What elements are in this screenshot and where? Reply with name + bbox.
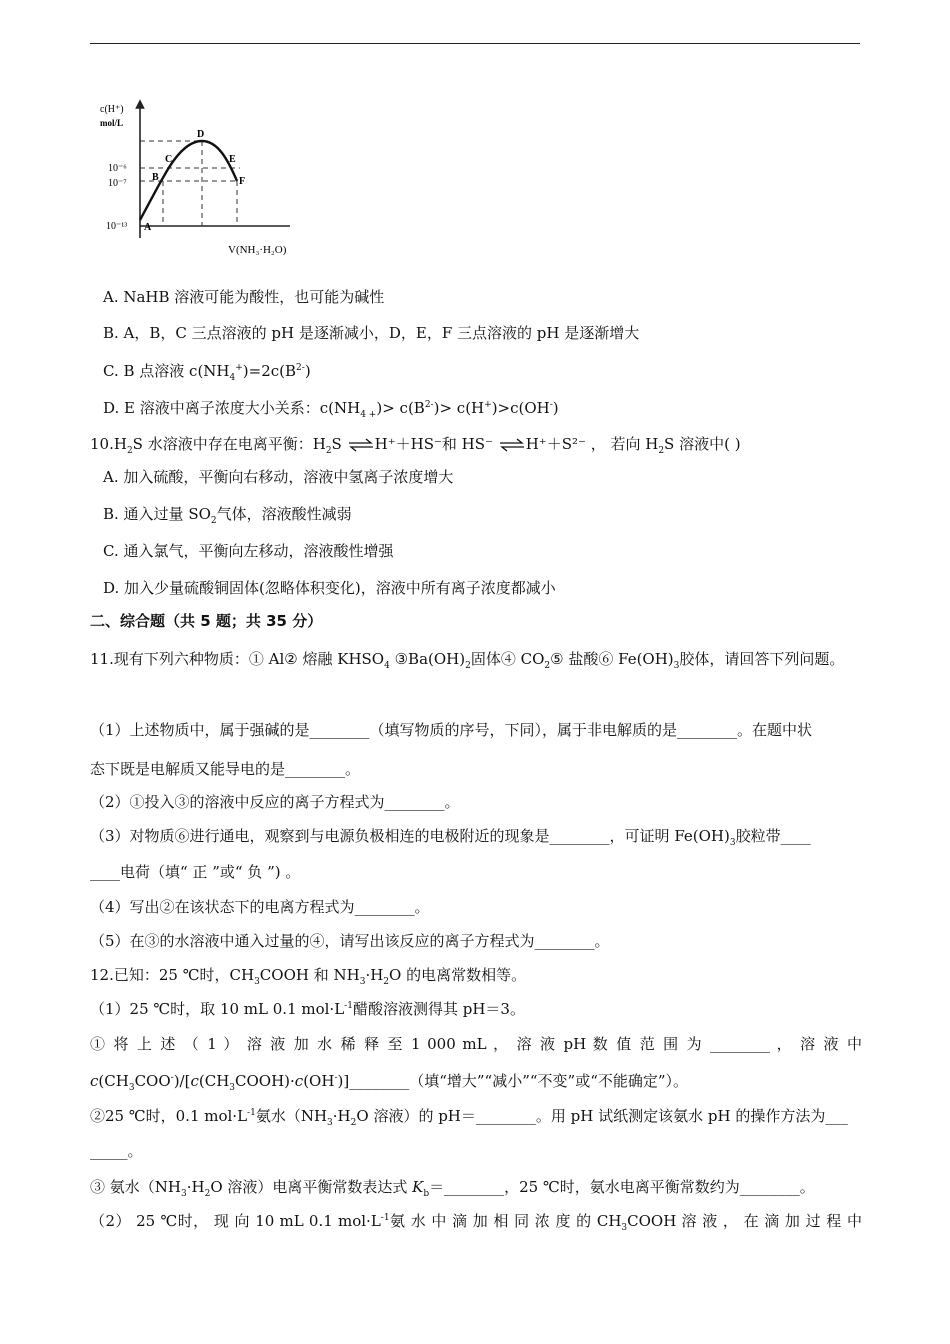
pt-E: E — [229, 154, 236, 165]
q10-option-c: C. 通入氯气，平衡向左移动，溶液酸性增强 — [103, 542, 394, 560]
q12-sub2-line1: ②25 ℃时，0.1 $mol\cdot L^{-1}$氨水（$NH_3\cdot H_2O$ 溶液）的 pH＝________。用 pH 试纸测定该氨水 pH 的操作方法为___ — [90, 1107, 848, 1128]
q12-stem: 12.已知：25 ℃时，$CH_3COOH$ 和 $NH_3\cdot H_2O$ 的电离常数相等。 — [90, 966, 527, 987]
q11-stem: 11.现有下列六种物质：① Al② 熔融 $KHSO_4$ $③Ba(OH)_2$固体④ $CO_2⑤$ 盐酸⑥ $Fe(OH)_3$胶体，请回答下列问题。 — [90, 650, 845, 671]
tick-1e13: 10⁻¹³ — [106, 221, 128, 232]
tick-1e7: 10⁻⁷ — [108, 178, 127, 189]
q9-option-a: A. NaHB 溶液可能为酸性，也可能为碱性 — [103, 288, 385, 306]
titration-chart — [100, 98, 310, 263]
q10-option-a: A. 加入硫酸，平衡向右移动，溶液中氢离子浓度增大 — [103, 468, 454, 486]
q9-option-c: C. B 点溶液 $c(NH_4^+)=2c(B^{2-})$ — [103, 362, 311, 383]
section-heading: 二、综合题（共 5 题；共 35 分） — [90, 612, 323, 630]
equilibrium-arrow-icon — [347, 438, 375, 452]
q12-part1: （1）25 ℃时，取 10 mL 0.1 $mol\cdot L^{-1}$醋酸溶液测得其 pH＝3。 — [90, 1000, 525, 1018]
q11-part3-line1: （3）对物质⑥进行通电，观察到与电源负极相连的电极附近的现象是________，可证明 $Fe(OH)_3$胶粒带____ — [90, 827, 811, 848]
header-rule — [90, 43, 860, 44]
y-label-2: mol/L — [100, 118, 124, 128]
pt-F: F — [239, 176, 246, 187]
q11-part4: （4）写出②在该状态下的电离方程式为________。 — [90, 898, 430, 916]
q12-sub2-line2: _____。 — [90, 1142, 143, 1160]
equilibrium-arrow-icon — [498, 438, 526, 452]
q12-sub1-line2: $c(CH_3COO^-)/[c(CH_3COOH)\cdot c(OH^-)]\_\_\_\_\_\_\_\_$（填“增大”“减小”“不变”或“不能确定”）。 — [90, 1072, 689, 1093]
q9-option-b: B. A，B，C 三点溶液的 pH 是逐渐减小，D，E，F 三点溶液的 pH 是逐渐增大 — [103, 324, 640, 342]
y-label-1: c(H⁺) — [100, 104, 124, 115]
q12-part2: （2） 25 ℃时， 现 向 10 mL 0.1 $mol\cdot L^{-1}$氨 水 中 滴 加 相 同 浓 度 的 $CH_3COOH$ 溶 液 ， 在 滴 加 过 程 中 — [90, 1212, 862, 1233]
q12-sub3: ③ 氨水（$NH_3\cdot H_2O$ 溶液）电离平衡常数表达式 $K_b=\_\_\_\_\_\_\_\_$，25 ℃时，氨水电离平衡常数约为________。 — [90, 1178, 815, 1199]
q9-option-d: D. E 溶液中离子浓度大小关系：$c(NH_{4 +})> c(B^{2-})> c(H^+)>c(OH^-)$ — [103, 399, 559, 420]
q12-sub1-line1: ① 将 上 述 （ 1 ） 溶 液 加 水 稀 释 至 1 000 mL ， 溶 液 pH 数 值 范 围 为 ________ ， 溶 液 中 — [90, 1035, 862, 1053]
q11-part3-line2: ____电荷（填“ 正 ”或“ 负 ”) 。 — [90, 863, 301, 881]
tick-1e6: 10⁻⁶ — [108, 163, 127, 174]
q11-part5: （5）在③的水溶液中通入过量的④，请写出该反应的离子方程式为________。 — [90, 932, 610, 950]
q10-stem: $10.H_2S$ 水溶液中存在电离平衡：$H_2S$ H⁺＋HS⁻和 HS⁻ H⁺＋S²⁻ ， 若向 $H_2S$ 溶液中( ) — [90, 435, 741, 456]
pt-C: C — [165, 154, 173, 165]
q10-option-d: D. 加入少量硫酸铜固体(忽略体积变化)，溶液中所有离子浓度都减小 — [103, 579, 556, 597]
q11-part1-line1: （1）上述物质中，属于强碱的是________（填写物质的序号，下同），属于非电解质的是________。在题中状 — [90, 721, 813, 739]
q11-part1-line2: 态下既是电解质又能导电的是________。 — [90, 760, 361, 778]
q10-option-b: B. 通入过量 $SO_2$气体，溶液酸性减弱 — [103, 505, 352, 526]
x-label: V(NH₃·H₂O) — [228, 244, 287, 256]
pt-B: B — [152, 172, 159, 183]
pt-A: A — [144, 222, 152, 233]
q11-part2: （2）①投入③的溶液中反应的离子方程式为________。 — [90, 793, 460, 811]
pt-D: D — [197, 129, 205, 140]
